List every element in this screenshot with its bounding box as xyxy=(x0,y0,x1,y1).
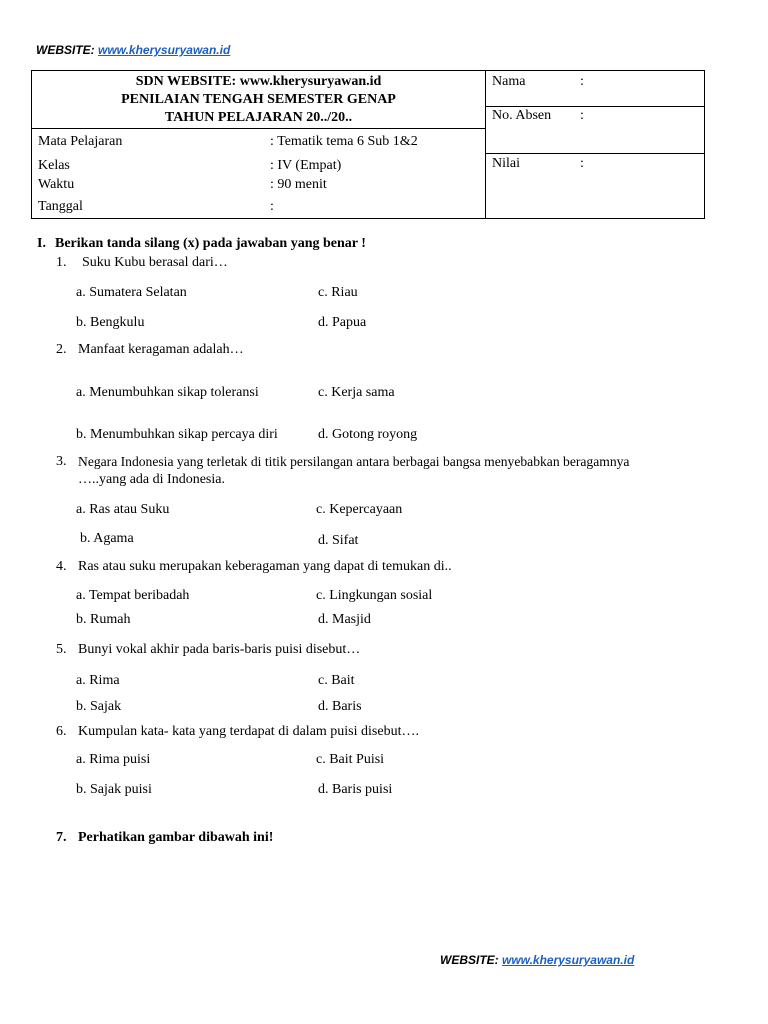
website-link[interactable]: www.kherysuryawan.id xyxy=(502,953,635,967)
header-rule xyxy=(485,106,704,107)
question-text: Suku Kubu berasal dari… xyxy=(82,255,228,270)
field-label-subject: Mata Pelajaran xyxy=(38,134,123,149)
question-number: 1. xyxy=(56,255,67,270)
website-label: WEBSITE: xyxy=(440,953,499,967)
website-header xyxy=(36,43,230,57)
field-value-date: : xyxy=(270,199,274,214)
absen-colon[interactable]: : xyxy=(580,108,584,123)
question-text: Kumpulan kata- kata yang terdapat di dalam puisi disebut…. xyxy=(78,724,419,739)
school-name: SDN WEBSITE: www.kherysuryawan.id xyxy=(135,74,382,89)
question-text-continued: …..yang ada di Indonesia. xyxy=(78,472,225,487)
academic-year: TAHUN PELAJARAN 20../20.. xyxy=(164,110,353,125)
option-c[interactable]: c. Kerja sama xyxy=(318,385,395,400)
option-b[interactable]: b. Rumah xyxy=(76,612,131,627)
header-rule xyxy=(485,153,704,154)
question-number: 2. xyxy=(56,342,67,357)
option-a[interactable]: a. Ras atau Suku xyxy=(76,502,170,517)
question-number: 5. xyxy=(56,642,67,657)
option-c[interactable]: c. Riau xyxy=(318,285,358,300)
option-b[interactable]: b. Bengkulu xyxy=(76,315,145,330)
option-b[interactable]: b. Sajak xyxy=(76,699,122,714)
option-d[interactable]: d. Baris xyxy=(318,699,362,714)
option-b[interactable]: b. Sajak puisi xyxy=(76,782,152,797)
question-text: Ras atau suku merupakan keberagaman yang dapat di temukan di.. xyxy=(78,559,452,574)
option-b[interactable]: b. Menumbuhkan sikap percaya diri xyxy=(76,427,278,442)
option-d[interactable]: d. Gotong royong xyxy=(318,427,418,442)
option-d[interactable]: d. Masjid xyxy=(318,612,371,627)
question-number: 7. xyxy=(56,830,67,845)
nama-label: Nama xyxy=(492,74,526,89)
website-footer xyxy=(440,953,634,967)
field-value-subject: : Tematik tema 6 Sub 1&2 xyxy=(270,134,418,149)
option-d[interactable]: d. Papua xyxy=(318,315,367,330)
website-link[interactable]: www.kherysuryawan.id xyxy=(98,43,231,57)
section-number: I. xyxy=(37,236,46,251)
exam-name: PENILAIAN TENGAH SEMESTER GENAP xyxy=(121,92,396,107)
option-c[interactable]: c. Bait Puisi xyxy=(316,752,385,767)
school-title xyxy=(32,73,485,127)
option-c[interactable]: c. Lingkungan sosial xyxy=(316,588,433,603)
option-a[interactable]: a. Sumatera Selatan xyxy=(76,285,187,300)
field-label-class: Kelas xyxy=(38,158,70,173)
header-rule xyxy=(32,128,485,129)
question-text: Bunyi vokal akhir pada baris-baris puisi disebut… xyxy=(78,642,361,657)
question-text: Negara Indonesia yang terletak di titik persilangan antara berbagai bangsa menyebabkan beragamnya xyxy=(78,454,630,469)
field-value-time: : 90 menit xyxy=(270,177,327,192)
nama-colon[interactable]: : xyxy=(580,74,584,89)
nilai-colon[interactable]: : xyxy=(580,156,584,171)
option-a[interactable]: a. Rima puisi xyxy=(76,752,151,767)
question-number: 4. xyxy=(56,559,67,574)
absen-label: No. Absen xyxy=(492,108,552,123)
option-c[interactable]: c. Kepercayaan xyxy=(316,502,403,517)
option-a[interactable]: a. Menumbuhkan sikap toleransi xyxy=(76,385,259,400)
field-label-time: Waktu xyxy=(38,177,75,192)
nilai-label: Nilai xyxy=(492,156,520,171)
option-a[interactable]: a. Tempat beribadah xyxy=(76,588,190,603)
question-number: 3. xyxy=(56,454,67,469)
field-value-class: : IV (Empat) xyxy=(270,158,342,173)
header-divider xyxy=(485,71,486,218)
option-b[interactable]: b. Agama xyxy=(80,531,134,546)
field-label-date: Tanggal xyxy=(38,199,83,214)
option-d[interactable]: d. Baris puisi xyxy=(318,782,393,797)
question-number: 6. xyxy=(56,724,67,739)
option-d[interactable]: d. Sifat xyxy=(318,533,359,548)
website-label: WEBSITE: xyxy=(36,43,95,57)
option-a[interactable]: a. Rima xyxy=(76,673,120,688)
question-text: Manfaat keragaman adalah… xyxy=(78,342,244,357)
option-c[interactable]: c. Bait xyxy=(318,673,355,688)
question-text: Perhatikan gambar dibawah ini! xyxy=(78,830,274,845)
header-table xyxy=(31,70,705,219)
section-instruction: Berikan tanda silang (x) pada jawaban yang benar ! xyxy=(55,236,366,251)
